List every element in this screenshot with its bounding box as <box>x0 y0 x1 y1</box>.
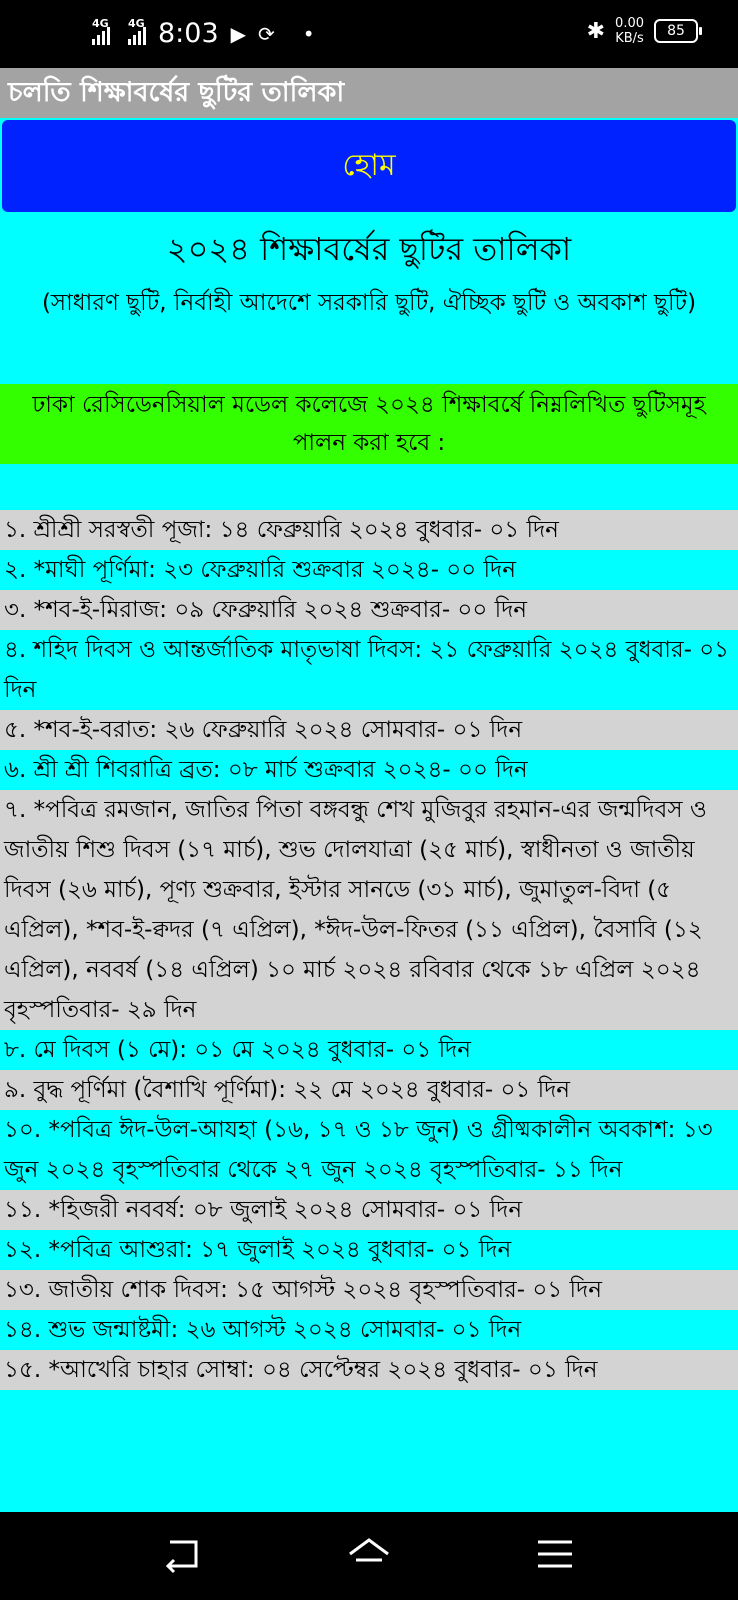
content-scroll[interactable] <box>0 118 738 1512</box>
navigation-bar <box>0 1512 738 1600</box>
list-item: ৪. শহিদ দিবস ও আন্তর্জাতিক মাতৃভাষা দিবস: ২১ ফেব্রুয়ারি ২০২৪ বুধবার- ০১ দিন <box>0 630 738 710</box>
list-item: ১৩. জাতীয় শোক দিবস: ১৫ আগস্ট ২০২৪ বৃহস্পতিবার- ০১ দিন <box>0 1270 738 1310</box>
list-item: ১৪. শুভ জন্মাষ্টমী: ২৬ আগস্ট ২০২৪ সোমবার- ০১ দিন <box>0 1310 738 1350</box>
spacer <box>0 464 738 510</box>
bluetooth-icon: ✱ <box>586 18 606 44</box>
home-button[interactable]: হোম <box>2 120 736 212</box>
page-subtitle: (সাধারণ ছুটি, নির্বাহী আদেশে সরকারি ছুটি, ঐচ্ছিক ছুটি ও অবকাশ ছুটি) <box>41 290 697 316</box>
home-icon[interactable] <box>346 1534 392 1574</box>
signal-icon-1: 4G <box>92 23 110 45</box>
battery-icon: 85 <box>654 19 698 43</box>
list-item: ১১. *হিজরী নববর্ষ: ০৮ জুলাই ২০২৪ সোমবার- ০১ দিন <box>0 1190 738 1230</box>
back-icon[interactable] <box>160 1534 206 1574</box>
intro-text: ঢাকা রেসিডেনসিয়াল মডেল কলেজে ২০২৪ শিক্ষাবর্ষে নিম্নলিখিত ছুটিসমূহ পালন করা হবে : <box>0 384 738 464</box>
list-item: ১২. *পবিত্র আশুরা: ১৭ জুলাই ২০২৪ বুধবার- ০১ দিন <box>0 1230 738 1270</box>
status-right <box>587 16 698 46</box>
list-item: ৫. *শব-ই-বরাত: ২৬ ফেব্রুয়ারি ২০২৪ সোমবার- ০১ দিন <box>0 710 738 750</box>
status-left <box>92 18 315 49</box>
list-item: ৮. মে দিবস (১ মে): ০১ মে ২০২৪ বুধবার- ০১ দিন <box>0 1030 738 1070</box>
list-item: ৯. বুদ্ধ পূর্ণিমা (বৈশাখি পূর্ণিমা): ২২ মে ২০২৪ বুধবার- ০১ দিন <box>0 1070 738 1110</box>
status-bar <box>0 0 738 68</box>
holiday-list <box>0 510 738 1390</box>
list-item: ১. শ্রীশ্রী সরস্বতী পূজা: ১৪ ফেব্রুয়ারি ২০২৪ বুধবার- ০১ দিন <box>0 510 738 550</box>
page-title: ২০২৪ শিক্ষাবর্ষের ছুটির তালিকা <box>166 230 572 268</box>
app-bar-title: চলতি শিক্ষাবর্ষের ছুটির তালিকা <box>0 68 738 118</box>
menu-icon[interactable] <box>532 1534 578 1574</box>
list-item: ৭. *পবিত্র রমজান, জাতির পিতা বঙ্গবন্ধু শেখ মুজিবুর রহমান-এর জন্মদিবস ও জাতীয় শিশু দিবস (১৭ মার্চ), শুভ দোলযাত্রা (২৫ মার্চ), স্বাধীনতা ও জাতীয় দিবস (২৬ মার্চ), পূণ্য শুক্রবার, ইস্টার সানডে (৩১ মার্চ), জুমাতুল-বিদা (৫ এপ্রিল), *শব-ই-ক্বদর (৭ এপ্রিল), *ঈদ-উল-ফিতর (১১ এপ্রিল), বৈসাবি (১২ এপ্রিল), নববর্ষ (১৪ এপ্রিল) ১০ মার্চ ২০২৪ রবিবার থেকে ১৮ এপ্রিল ২০২৪ বৃহস্পতিবার- ২৯ দিন <box>0 790 738 1030</box>
dot-icon: • <box>302 21 315 46</box>
network-speed: 0.00 KB/s <box>615 16 644 46</box>
sync-icon: ⟳ <box>258 21 275 46</box>
list-item: ২. *মাঘী পূর্ণিমা: ২৩ ফেব্রুয়ারি শুক্রবার ২০২৪- ০০ দিন <box>0 550 738 590</box>
list-item: ৩. *শব-ই-মিরাজ: ০৯ ফেব্রুয়ারি ২০২৪ শুক্রবার- ০০ দিন <box>0 590 738 630</box>
list-item: ১৫. *আখেরি চাহার সোম্বা: ০৪ সেপ্টেম্বর ২০২৪ বুধবার- ০১ দিন <box>0 1350 738 1390</box>
clock: 8:03 <box>158 18 219 49</box>
youtube-icon: ▶ <box>230 21 247 46</box>
list-item: ৬. শ্রী শ্রী শিবরাত্রি ব্রত: ০৮ মার্চ শুক্রবার ২০২৪- ০০ দিন <box>0 750 738 790</box>
signal-icon-2: 4G <box>128 23 146 45</box>
list-item: ১০. *পবিত্র ঈদ-উল-আযহা (১৬, ১৭ ও ১৮ জুন) ও গ্রীষ্মকালীন অবকাশ: ১৩ জুন ২০২৪ বৃহস্পতিবার থেকে ২৭ জুন ২০২৪ বৃহস্পতিবার- ১১ দিন <box>0 1110 738 1190</box>
